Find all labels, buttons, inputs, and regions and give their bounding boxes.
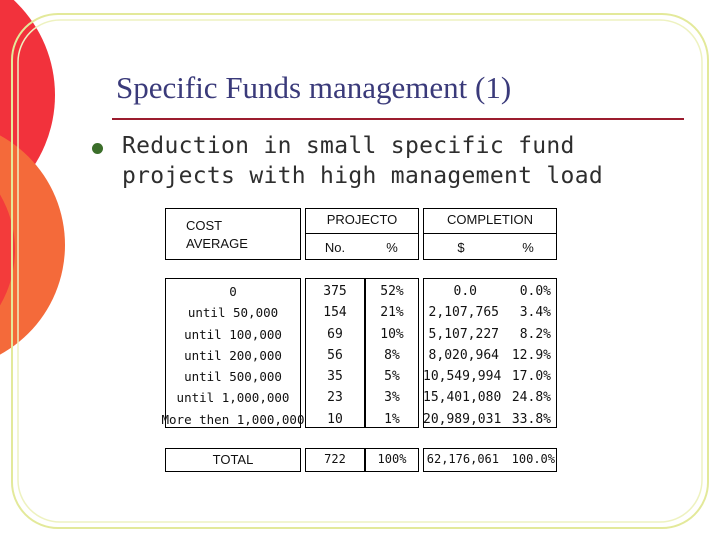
row-no: 10: [327, 411, 343, 427]
row-no: 375: [323, 284, 347, 299]
row-amount: 0.0: [453, 284, 477, 299]
row-pct2: 24.8%: [511, 390, 551, 406]
column-labels: [160, 281, 306, 430]
row-label: 0: [229, 284, 237, 299]
bullet-text: [122, 131, 682, 191]
row-label: until 100,000: [184, 326, 282, 342]
row-no: 69: [327, 326, 343, 342]
header-cost-cell: [165, 208, 301, 260]
row-no: 154: [323, 305, 347, 321]
row-pct: 5%: [384, 369, 400, 385]
row-pct: 8%: [384, 347, 400, 363]
row-pct: 1%: [384, 411, 400, 427]
row-label: until 500,000: [184, 369, 282, 385]
row-label: until 1,000,000: [176, 390, 290, 406]
total-amount: 62,176,061: [426, 452, 499, 466]
header-pct: %: [386, 240, 398, 255]
row-pct2: 0.0%: [519, 284, 551, 299]
row-pct: 3%: [384, 390, 400, 406]
row-amount: 2,107,765: [428, 305, 499, 321]
header-completion: COMPLETION: [447, 212, 533, 227]
title-underline: [112, 118, 684, 120]
row-label: until 200,000: [184, 347, 282, 363]
total-label: TOTAL: [212, 452, 254, 467]
bullet-line-1: Reduction in small specific fund: [122, 133, 575, 159]
header-divider-completion: [423, 233, 557, 234]
row-label: More then 1,000,000: [161, 411, 305, 427]
bullet-icon: [92, 143, 103, 154]
page-title: Specific Funds management (1): [116, 70, 512, 105]
row-pct2: 8.2%: [519, 326, 551, 342]
header-dollar: $: [457, 240, 465, 255]
row-pct: 10%: [380, 326, 404, 342]
row-no: 56: [327, 347, 343, 363]
bullet-line-2: projects with high management load: [122, 163, 604, 189]
row-pct: 21%: [380, 305, 404, 321]
total-pct2: 100.0%: [511, 452, 555, 466]
total-no: 722: [324, 452, 346, 466]
total-pct: 100%: [377, 452, 407, 466]
row-amount: 20,989,031: [423, 411, 502, 427]
row-amount: 5,107,227: [428, 326, 499, 342]
column-amount: [423, 281, 502, 430]
row-pct2: 33.8%: [511, 411, 551, 427]
row-pct2: 12.9%: [511, 347, 551, 363]
header-divider-projecto: [305, 233, 419, 234]
row-label: until 50,000: [187, 305, 279, 321]
header-cost-average-line2: AVERAGE: [186, 236, 248, 251]
row-pct2: 3.4%: [519, 305, 551, 321]
row-pct: 52%: [380, 284, 404, 299]
column-no: [305, 281, 365, 430]
row-pct2: 17.0%: [511, 369, 551, 385]
row-amount: 15,401,080: [423, 390, 502, 406]
header-cost-average-line1: COST: [186, 218, 223, 233]
column-pct2: [499, 281, 551, 430]
row-amount: 8,020,964: [428, 347, 499, 363]
row-no: 23: [327, 390, 343, 406]
header-no: No.: [324, 240, 346, 255]
column-pct: [365, 281, 419, 430]
row-no: 35: [327, 369, 343, 385]
header-pct2: %: [522, 240, 534, 255]
header-projecto: PROJECTO: [326, 212, 398, 227]
row-amount: 10,549,994: [423, 369, 502, 385]
